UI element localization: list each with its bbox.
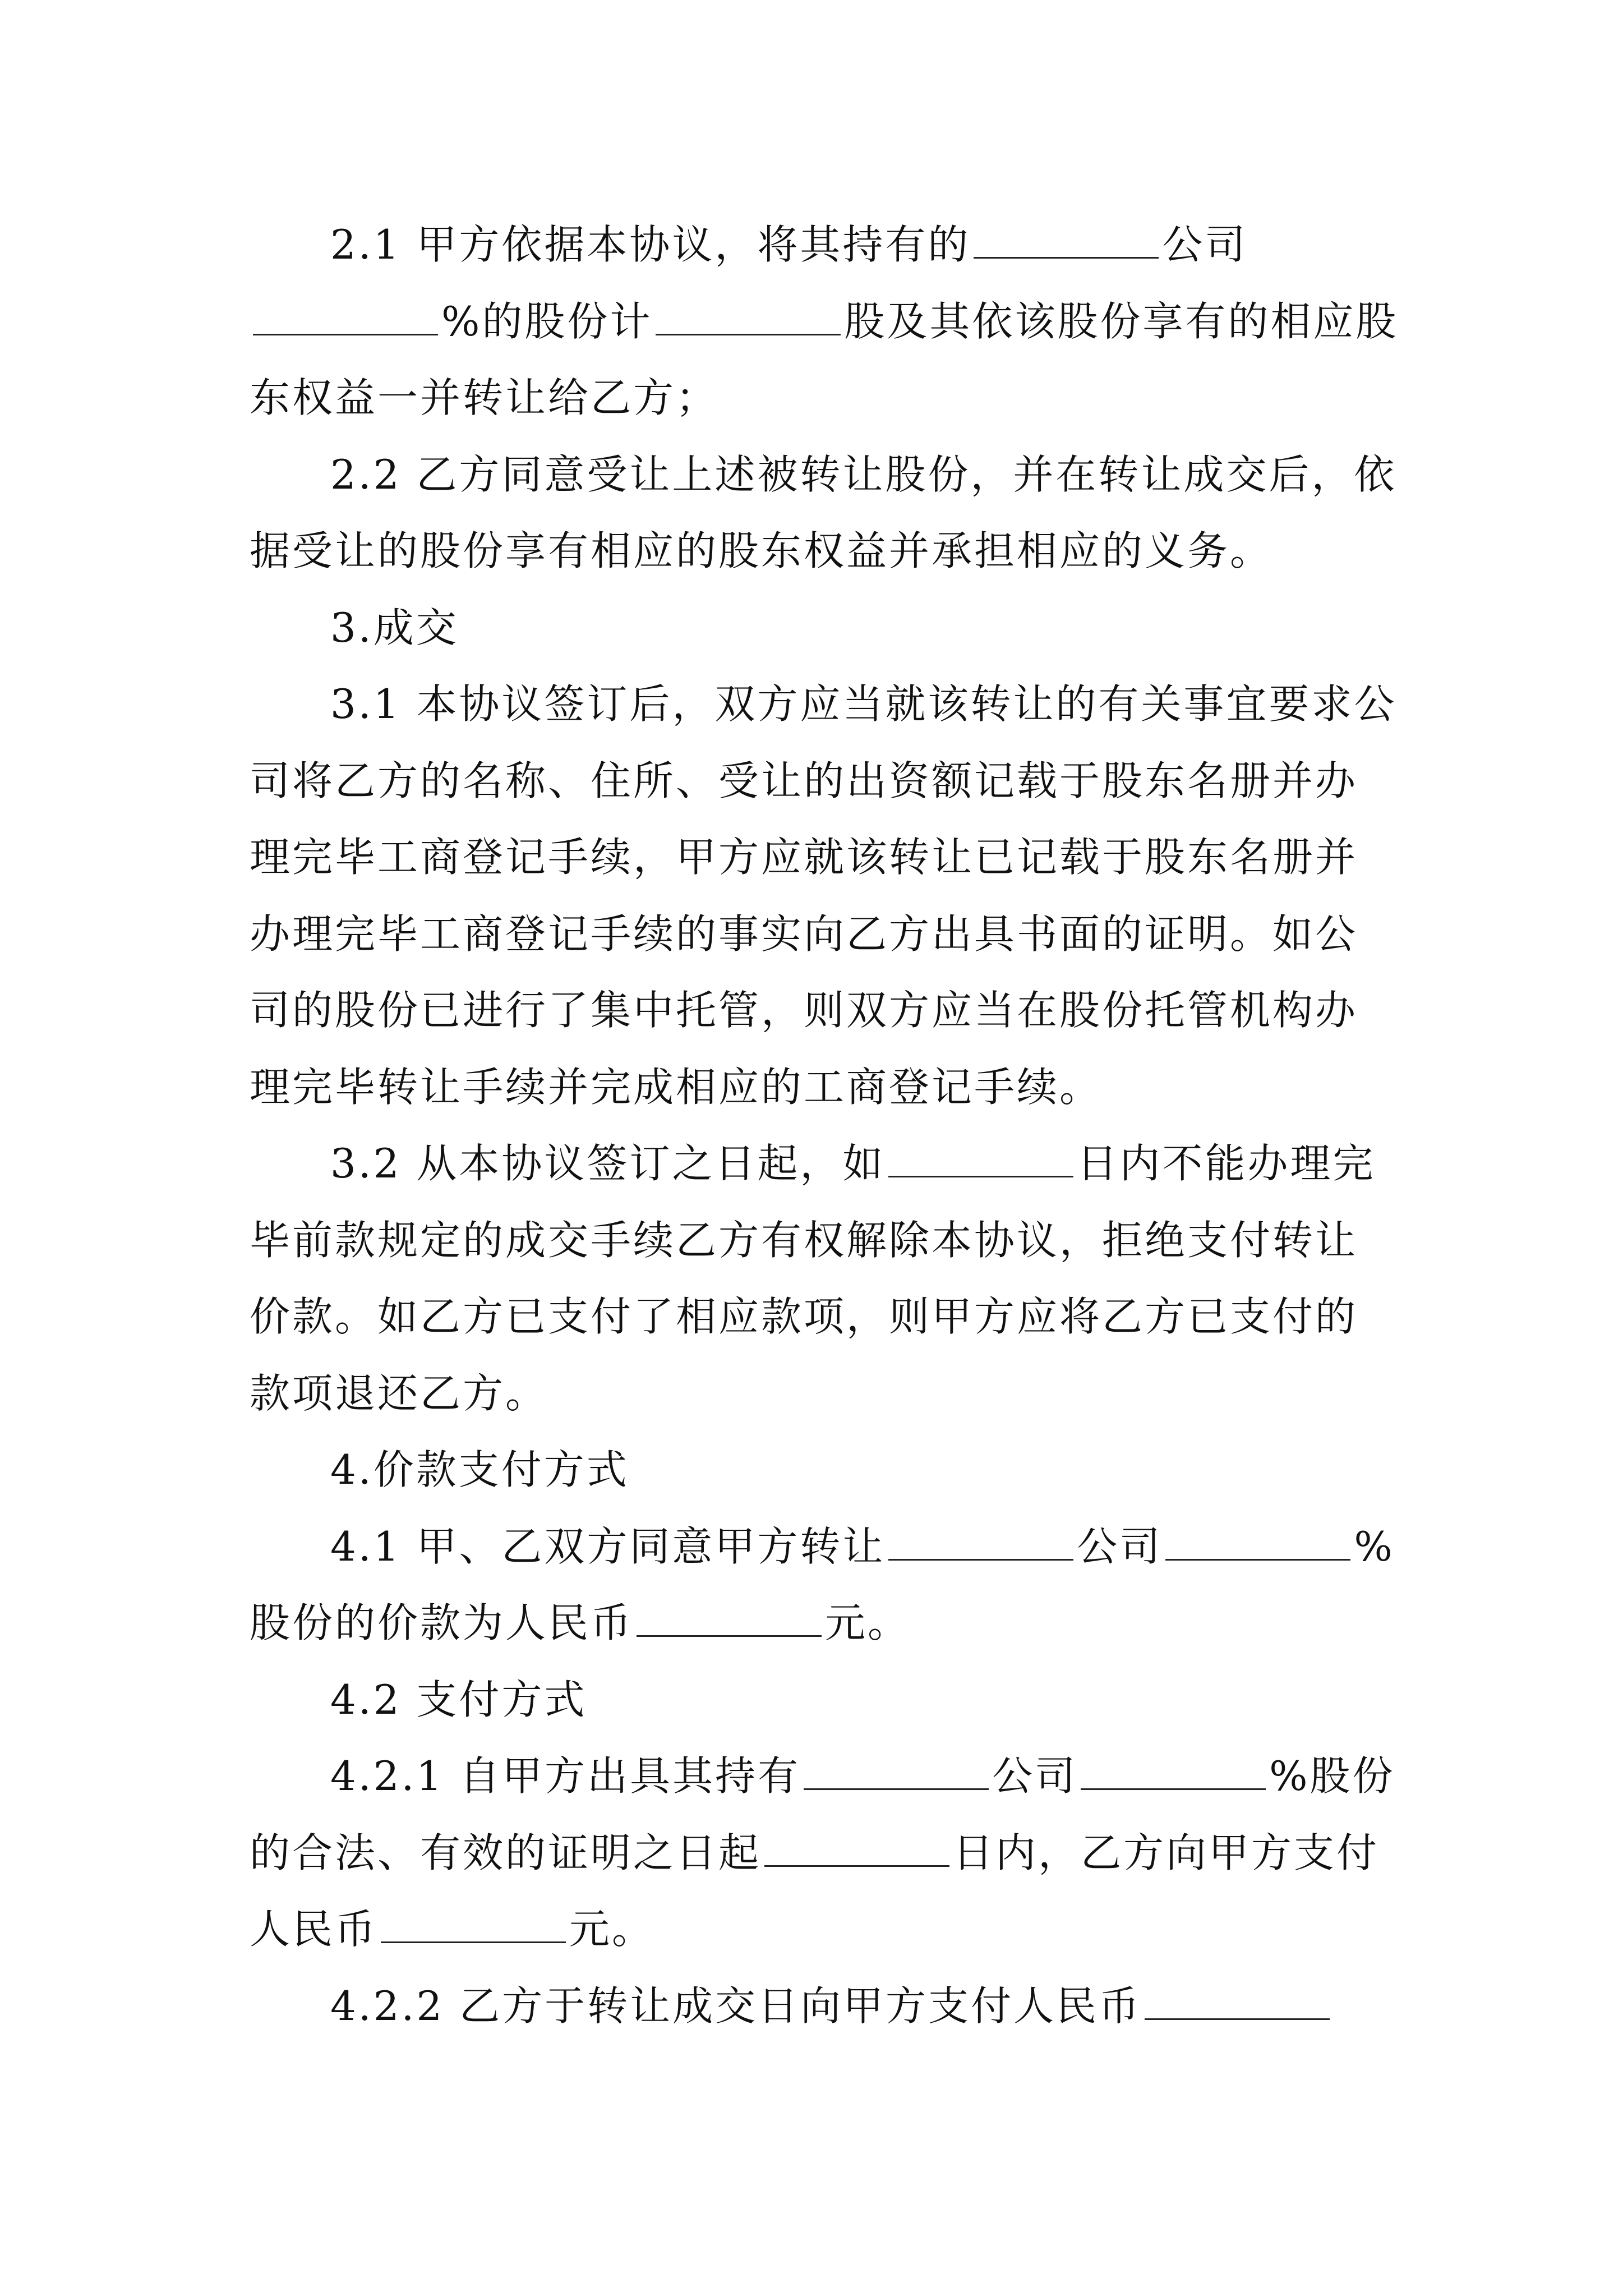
clause-text: 2.1 甲方依据本协议，将其持有的 [330, 221, 971, 268]
blank-field [253, 300, 438, 335]
clause-text: 公司 [1077, 1522, 1163, 1570]
clause-text: 3.2 从本协议签订之日起，如 [330, 1140, 886, 1187]
clause-text: 公司 [992, 1752, 1078, 1800]
clause-4-1 [250, 1508, 1399, 1662]
blank-field [1165, 1525, 1350, 1561]
clause-3-1: 3.1 本协议签订后，双方应当就该转让的有关事宜要求公司将乙方的名称、住所、受让的出资额记载于股东名册并办理完毕工商登记手续，甲方应就该转让已记载于股东名册并办理完毕工商登记手续的事实向乙方出具书面的证明。如公司的股份已进行了集中托管，则双方应当在股份托管机构办理完毕转让手续并完成相应的工商登记手续。 [250, 680, 1397, 1111]
clause-text: 股及其依该股份享有的相应股东权益一并转让给乙方； [250, 297, 1399, 421]
clause-text: 4.1 甲、乙双方同意甲方转让 [330, 1522, 886, 1570]
clause-2-1 [250, 206, 1399, 436]
clause-text: %的股份计 [441, 297, 653, 345]
clause-4-2-2 [250, 1968, 1399, 2045]
blank-field [888, 1142, 1073, 1177]
clause-text: %股份的价款为人民币 [250, 1522, 1395, 1646]
blank-field [974, 223, 1159, 259]
clause-3-2 [250, 1125, 1399, 1432]
blank-field [804, 1755, 989, 1790]
document-body [250, 206, 1399, 2044]
clause-text: 日内，乙方向甲方支付人民币 [250, 1829, 1380, 1953]
blank-field [381, 1908, 566, 1943]
clause-text: 公司 [1162, 221, 1248, 268]
section-heading-4: 4.价款支付方式 [330, 1446, 629, 1493]
section-heading-3: 3.成交 [330, 604, 459, 651]
clause-text: 元。 [825, 1599, 911, 1646]
blank-field [888, 1525, 1073, 1561]
blank-field [637, 1602, 822, 1637]
blank-field [764, 1832, 949, 1867]
clause-2-2: 2.2 乙方同意受让上述被转让股份，并在转让成交后，依据受让的股份享有相应的股东权益并承担相应的义务。 [250, 450, 1397, 574]
clause-text: 日内不能办理完毕前款规定的成交手续乙方有权解除本协议，拒绝支付转让价款。如乙方已支付了相应款项，则甲方应将乙方已支付的款项退还乙方。 [250, 1140, 1376, 1417]
clause-4-2: 4.2 支付方式 [330, 1676, 587, 1723]
clause-4-2-1 [250, 1738, 1399, 1968]
clause-text: 4.2.2 乙方于转让成交日向甲方支付人民币 [330, 1982, 1142, 2030]
blank-field [1145, 1985, 1330, 2020]
blank-field [1081, 1755, 1266, 1790]
clause-text: 元。 [569, 1906, 655, 1953]
clause-text: 4.2.1 自甲方出具其持有 [330, 1752, 801, 1800]
clause-text: %股份的合法、有效的证明之日起 [250, 1752, 1395, 1876]
blank-field [656, 300, 841, 335]
